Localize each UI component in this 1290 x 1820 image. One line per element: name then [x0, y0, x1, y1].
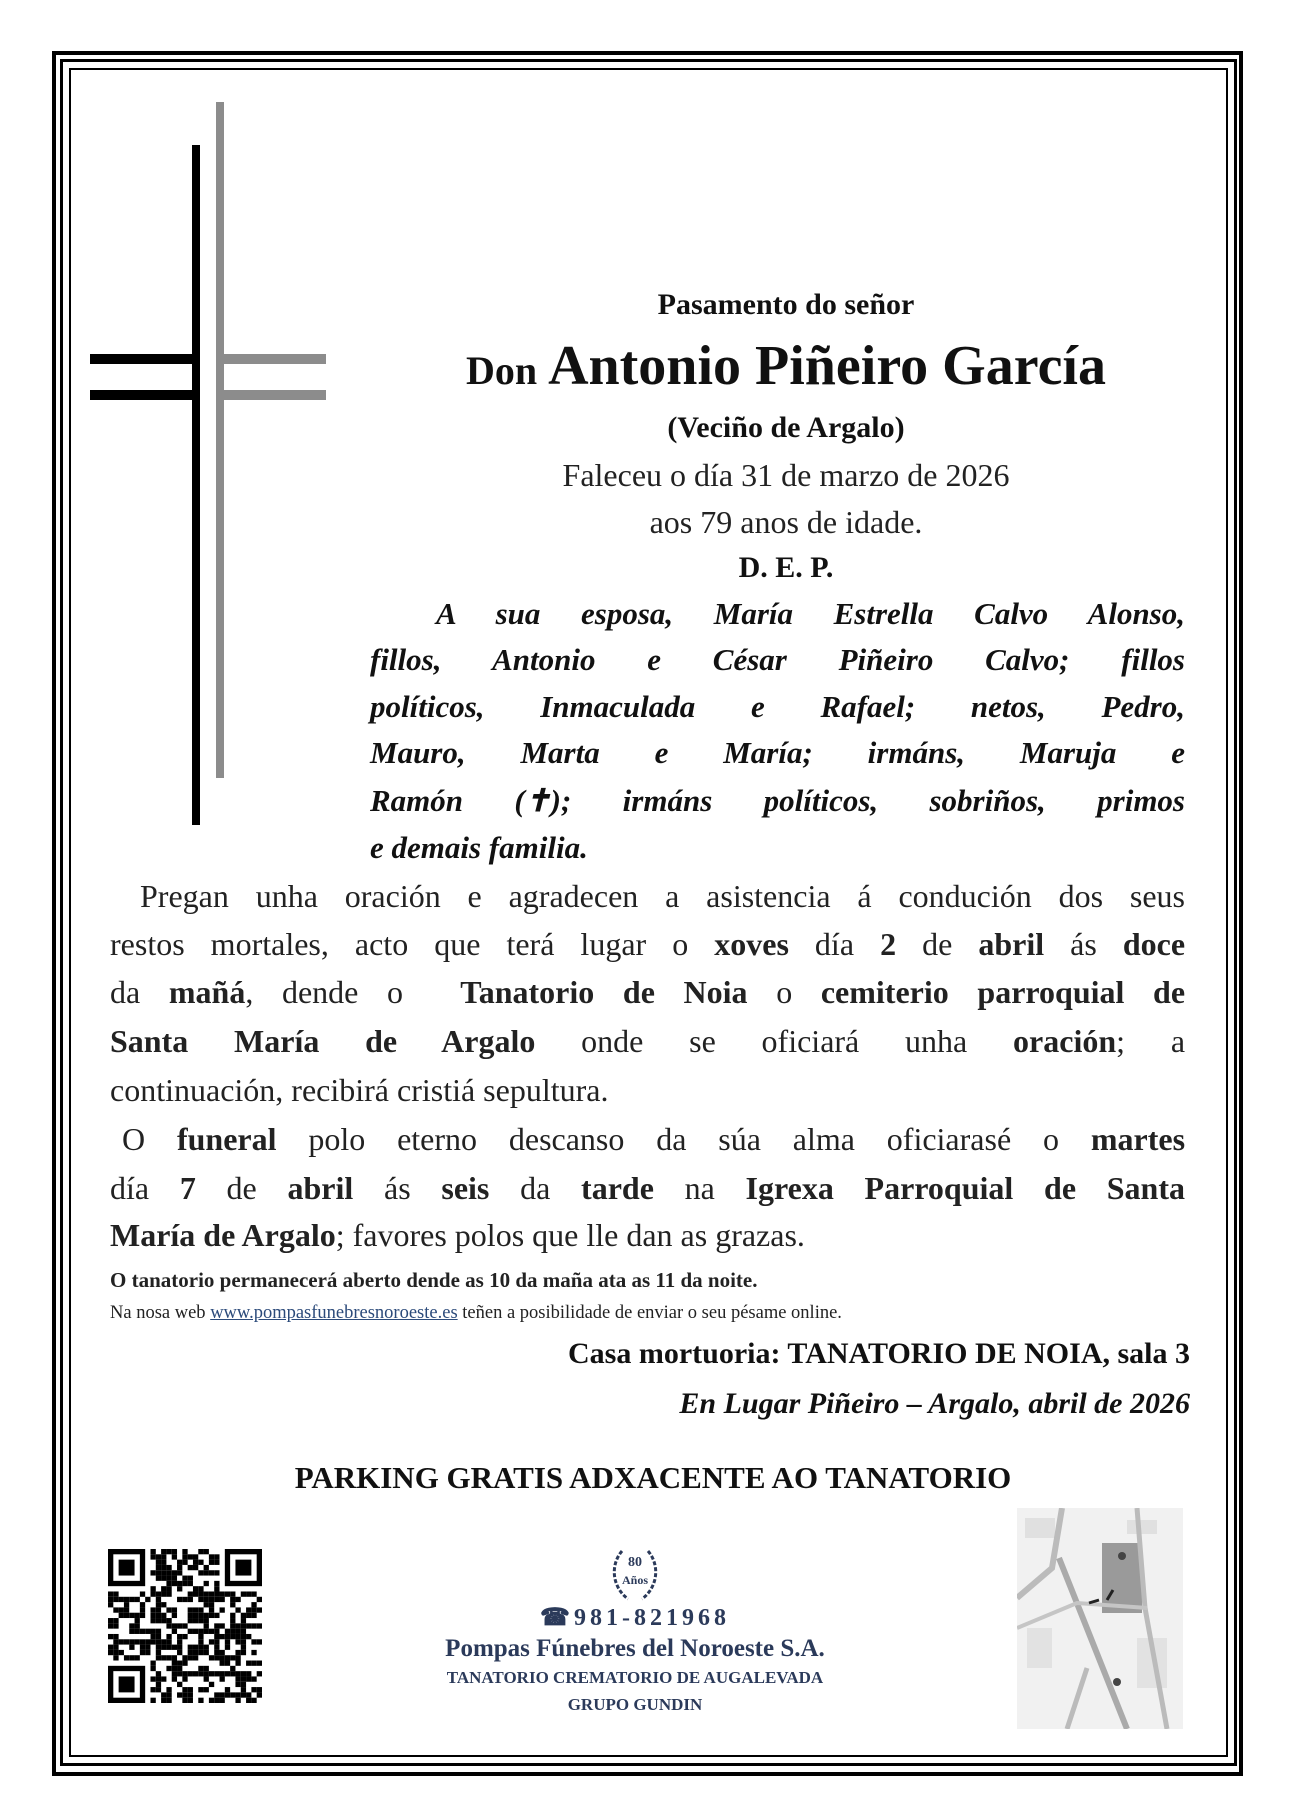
text: continuación, recibirá cristiá sepultura.	[110, 1072, 609, 1108]
text-line	[122, 1119, 1185, 1159]
bold-text: xoves	[714, 926, 789, 962]
text-line	[110, 1021, 1185, 1061]
title-prefix: Don	[466, 348, 538, 393]
company-group: GRUPO GUNDIN	[567, 1695, 703, 1714]
bold-text: 2	[880, 926, 897, 962]
text: restos mortales, acto que terá lugar o	[110, 926, 715, 962]
text-line	[110, 972, 1185, 1012]
telephone-icon: ☎	[540, 1605, 574, 1631]
text: ; favores polos que lle dan as grazas.	[335, 1217, 805, 1253]
text: de	[896, 926, 979, 962]
bold-text: Igrexa Parroquial de Santa	[745, 1170, 1186, 1206]
name: Antonio Piñeiro García	[548, 335, 1106, 397]
bold-text: martes	[1090, 1121, 1186, 1157]
bold-text: María de Argalo	[110, 1217, 336, 1253]
bold-text: tarde	[581, 1170, 654, 1206]
text: na	[653, 1170, 746, 1206]
death-date: Faleceu o día 31 de marzo de 2026	[562, 457, 1010, 493]
text: ; a	[1116, 1023, 1186, 1059]
place-date: En Lugar Piñeiro – Argalo, abril de 2026	[679, 1387, 1190, 1420]
family-line: Ramón (✝); irmáns políticos, sobriños, primos	[370, 783, 1185, 818]
company-name: Pompas Fúnebres del Noroeste S.A.	[445, 1635, 825, 1662]
family-line: políticos, Inmaculada e Rafael; netos, Pedro,	[370, 689, 1185, 724]
logo-number: 80	[628, 1555, 642, 1570]
bold-text: mañá	[168, 974, 246, 1010]
text: , dende o	[245, 974, 461, 1010]
text: o	[747, 974, 821, 1010]
age-text: aos 79 anos de idade.	[649, 504, 923, 540]
text: día	[788, 926, 881, 962]
bold-text: Santa María de Argalo	[110, 1023, 536, 1059]
intro-text: Pasamento do señor	[657, 288, 915, 321]
web-note	[110, 1303, 842, 1324]
bold-text: Tanatorio de Noia	[460, 974, 748, 1010]
bold-text: abril	[978, 926, 1045, 962]
text: O	[122, 1121, 177, 1157]
website-link[interactable]: www.pompasfunebresnoroeste.es	[210, 1303, 458, 1323]
mortuary-text: Casa mortuoria: TANATORIO DE NOIA, sala 3	[568, 1337, 1190, 1370]
text: da	[110, 974, 169, 1010]
text-line	[110, 1070, 1185, 1110]
dep-text: D. E. P.	[738, 551, 834, 584]
deceased-name	[387, 334, 1185, 403]
family-line: A sua esposa, María Estrella Calvo Alonso,	[436, 596, 1185, 631]
family-line: fillos, Antonio e César Piñeiro Calvo; fillos	[370, 642, 1185, 677]
text-line	[110, 1168, 1185, 1208]
bold-text: cemiterio parroquial de	[820, 974, 1186, 1010]
parking-text: PARKING GRATIS ADXACENTE AO TANATORIO	[294, 1460, 1012, 1495]
phone-line	[400, 1603, 870, 1632]
text: onde se oficiará unha	[535, 1023, 1014, 1059]
text: día	[110, 1170, 180, 1206]
text: da	[489, 1170, 582, 1206]
family-line: e demais familia.	[370, 830, 588, 865]
bold-text: doce	[1122, 926, 1186, 962]
web-note-after: teñen a posibilidade de enviar o seu pésame online.	[457, 1303, 842, 1323]
text-line	[110, 924, 1185, 964]
phone-number: 981-821968	[573, 1605, 730, 1631]
bold-text: seis	[441, 1170, 490, 1206]
qr-code[interactable]	[105, 1549, 265, 1703]
anniversary-logo	[604, 1543, 666, 1605]
bold-text: abril	[287, 1170, 354, 1206]
hours-note: O tanatorio permanecerá aberto dende as 10 da maña ata as 11 da noite.	[110, 1268, 758, 1292]
text-line	[140, 876, 1185, 916]
bold-text: 7	[179, 1170, 196, 1206]
text: de	[195, 1170, 288, 1206]
text: polo eterno descanso da súa alma oficiarasé o	[276, 1121, 1091, 1157]
bold-text: funeral	[176, 1121, 277, 1157]
bold-text: oración	[1013, 1023, 1117, 1059]
location-map[interactable]	[1017, 1508, 1183, 1729]
neighbor-text: (Veciño de Argalo)	[667, 411, 905, 444]
text: Pregan unha oración e agradecen a asistencia á condución dos seus	[140, 878, 1185, 914]
text: ás	[353, 1170, 442, 1206]
company-subtitle: TANATORIO CREMATORIO DE AUGALEVADA	[446, 1668, 824, 1687]
logo-years: Años	[621, 1573, 648, 1587]
family-line: Mauro, Marta e María; irmáns, Maruja e	[370, 735, 1185, 770]
web-note-before: Na nosa web	[110, 1303, 211, 1323]
text: ás	[1044, 926, 1123, 962]
text-line	[110, 1215, 1185, 1255]
